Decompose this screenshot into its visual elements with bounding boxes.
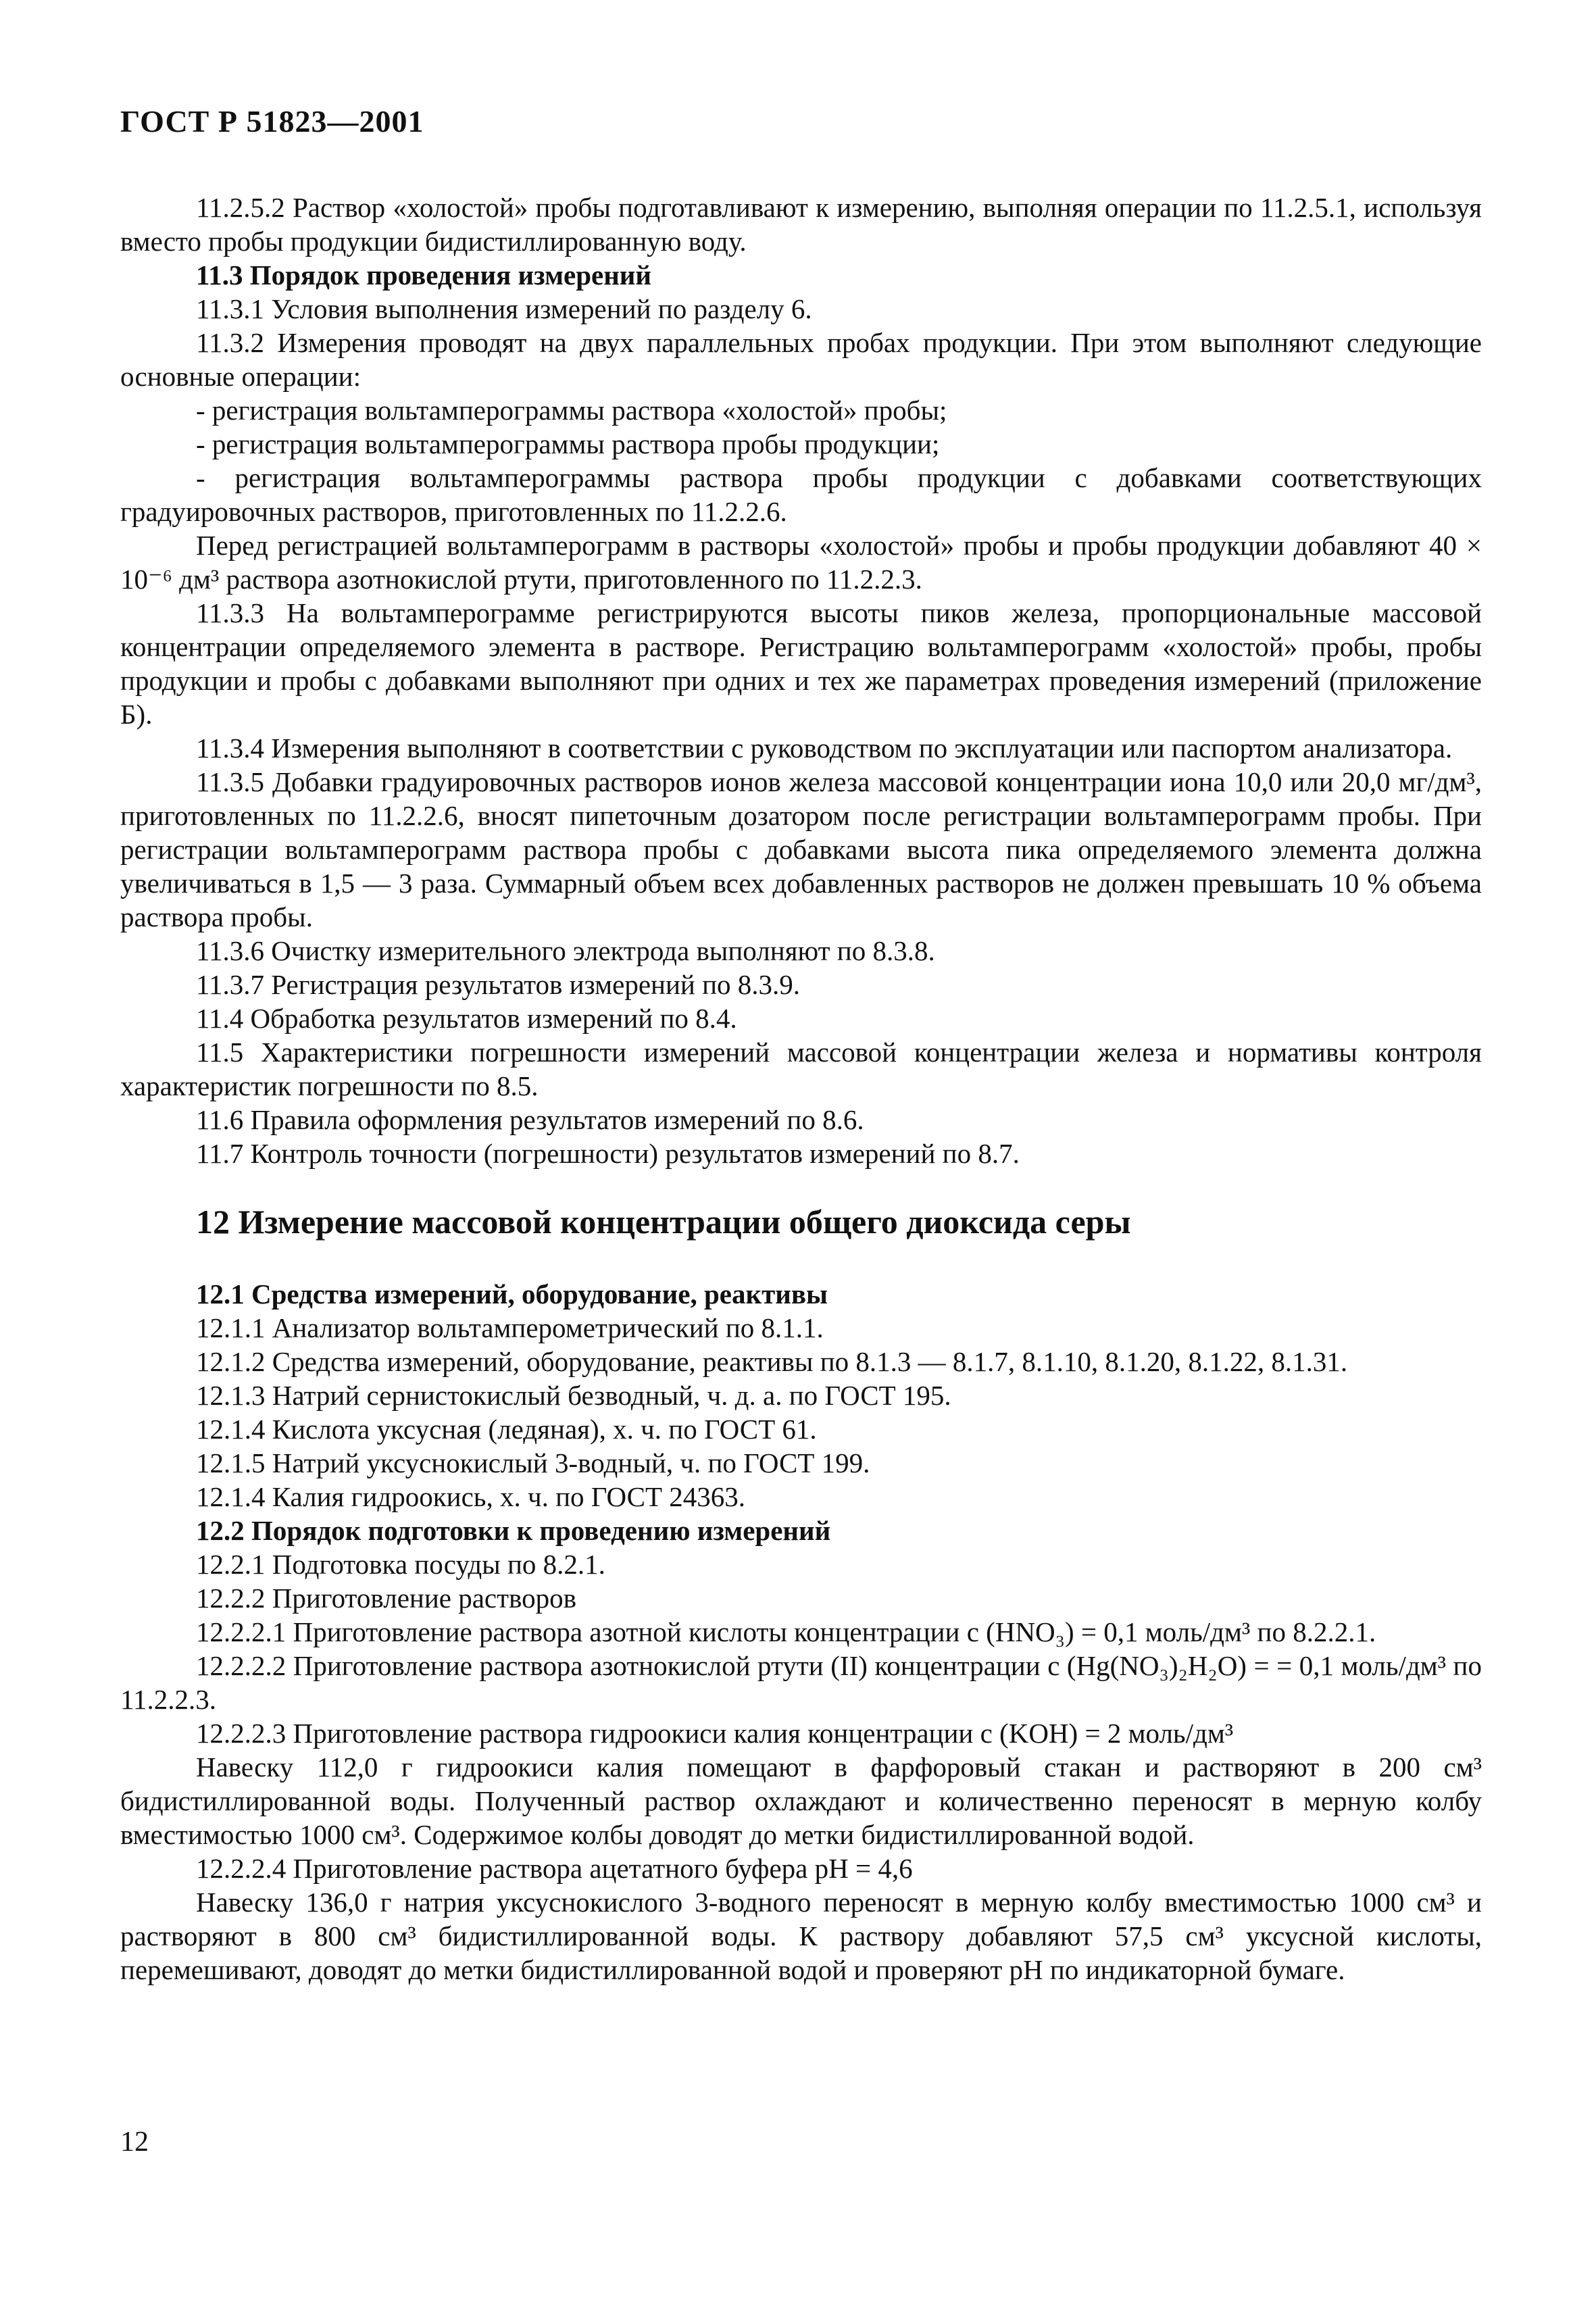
paragraph: 12.2.2.4 Приготовление раствора ацетатного буфера pH = 4,6 <box>196 1853 913 1884</box>
body-text-part1 <box>120 191 1482 1170</box>
paragraph: 12.1.5 Натрий уксуснокислый 3-водный, ч. по ГОСТ 199. <box>196 1447 870 1478</box>
body-text-part2 <box>120 1277 1482 1987</box>
paragraph: 11.6 Правила оформления результатов измерений по 8.6. <box>196 1104 864 1135</box>
paragraph: 11.3.1 Условия выполнения измерений по разделу 6. <box>196 293 812 324</box>
paragraph: 12.1.1 Анализатор вольтамперометрический по 8.1.1. <box>196 1312 824 1343</box>
paragraph: Перед регистрацией вольтамперограмм в растворы «холостой» пробы и пробы продукции добавляют 40 × 10⁻⁶ дм³ раствора азотнокислой ртути, приготовленного по 11.2.2.3. <box>120 530 1482 595</box>
subsection-heading: 12.1 Средства измерений, оборудование, реактивы <box>196 1278 828 1310</box>
paragraph: Навеску 112,0 г гидроокиси калия помещают в фарфоровый стакан и растворяют в 200 см³ бидистиллированной воды. Полученный раствор охлаждают и количественно переносят в мерную колбу вместимостью 1000 см³. Содержимое колбы доводят до метки бидистиллированной водой. <box>120 1751 1482 1850</box>
paragraph: 12.2.2.2 Приготовление раствора азотнокислой ртути (II) концентрации c (Hg(NO₃)₂H₂O) = = 0,1 моль/дм³ по 11.2.2.3. <box>120 1650 1482 1715</box>
paragraph: 11.3.6 Очистку измерительного электрода выполняют по 8.3.8. <box>196 935 935 966</box>
paragraph: - регистрация вольтамперограммы раствора пробы продукции; <box>196 428 940 459</box>
paragraph: 12.1.4 Калия гидроокись, х. ч. по ГОСТ 24363. <box>196 1481 745 1512</box>
paragraph: 12.2.1 Подготовка посуды по 8.2.1. <box>196 1549 605 1580</box>
paragraph: 11.3.7 Регистрация результатов измерений по 8.3.9. <box>196 969 801 1000</box>
section-title: 12 Измерение массовой концентрации общего диоксида серы <box>196 1203 1131 1241</box>
paragraph: Навеску 136,0 г натрия уксуснокислого 3-водного переносят в мерную колбу вместимостью 1000 см³ и растворяют в 800 см³ бидистиллированной воды. К раствору добавляют 57,5 см³ уксусной кислоты, перемешивают, доводят до метки бидистиллированной водой и проверяют pH по индикаторной бумаге. <box>120 1887 1482 1985</box>
paragraph: 12.1.3 Натрий сернистокислый безводный, ч. д. а. по ГОСТ 195. <box>196 1380 951 1411</box>
page-number: 12 <box>120 2126 149 2158</box>
paragraph: 11.3.5 Добавки градуировочных растворов ионов железа массовой концентрации иона 10,0 или 20,0 мг/дм³, приготовленных по 11.2.2.6, вносят пипеточным дозатором после регистрации вольтамперограмм пробы. При регистрации вольтамперограмм раствора пробы с добавками высота пика определяемого элемента должна увеличиваться в 1,5 — 3 раза. Суммарный объем всех добавленных растворов не должен превышать 10 % объема раствора пробы. <box>120 766 1482 932</box>
subsection-heading: 12.2 Порядок подготовки к проведению измерений <box>196 1515 831 1546</box>
document-header: ГОСТ Р 51823—2001 <box>120 104 424 139</box>
paragraph: 11.5 Характеристики погрешности измерений массовой концентрации железа и нормативы контроля характеристик погрешности по 8.5. <box>120 1037 1482 1101</box>
paragraph: - регистрация вольтамперограммы раствора пробы продукции с добавками соответствующих градуировочных растворов, приготовленных по 11.2.2.6. <box>120 462 1482 527</box>
paragraph: 11.7 Контроль точности (погрешности) результатов измерений по 8.7. <box>196 1138 1020 1169</box>
paragraph: 12.2.2.3 Приготовление раствора гидроокиси калия концентрации c (KOH) = 2 моль/дм³ <box>196 1718 1234 1749</box>
paragraph: 11.2.5.2 Раствор «холостой» пробы подготавливают к измерению, выполняя операции по 11.2.5.1, используя вместо пробы продукции бидистиллированную воду. <box>120 192 1482 257</box>
paragraph: 11.3.3 На вольтамперограмме регистрируются высоты пиков железа, пропорциональные массовой концентрации определяемого элемента в растворе. Регистрацию вольтамперограмм «холостой» пробы, пробы продукции и пробы с добавками выполняют при одних и тех же параметрах проведения измерений (приложение Б). <box>120 597 1482 730</box>
paragraph: 11.3.2 Измерения проводят на двух параллельных пробах продукции. При этом выполняют следующие основные операции: <box>120 327 1482 392</box>
paragraph: 12.2.2 Приготовление растворов <box>196 1583 576 1614</box>
paragraph: - регистрация вольтамперограммы раствора «холостой» пробы; <box>196 395 947 426</box>
paragraph: 12.2.2.1 Приготовление раствора азотной кислоты концентрации c (HNO₃) = 0,1 моль/дм³ по 8.2.2.1. <box>196 1616 1376 1647</box>
paragraph: 12.1.2 Средства измерений, оборудование, реактивы по 8.1.3 — 8.1.7, 8.1.10, 8.1.20, 8.1.22, 8.1.31. <box>196 1346 1348 1377</box>
paragraph: 12.1.4 Кислота уксусная (ледяная), х. ч. по ГОСТ 61. <box>196 1414 817 1445</box>
paragraph: 11.4 Обработка результатов измерений по 8.4. <box>196 1003 737 1034</box>
paragraph: 11.3.4 Измерения выполняют в соответствии с руководством по эксплуатации или паспортом анализатора. <box>196 732 1453 764</box>
document-page <box>120 101 1482 1987</box>
subsection-heading: 11.3 Порядок проведения измерений <box>196 259 652 291</box>
